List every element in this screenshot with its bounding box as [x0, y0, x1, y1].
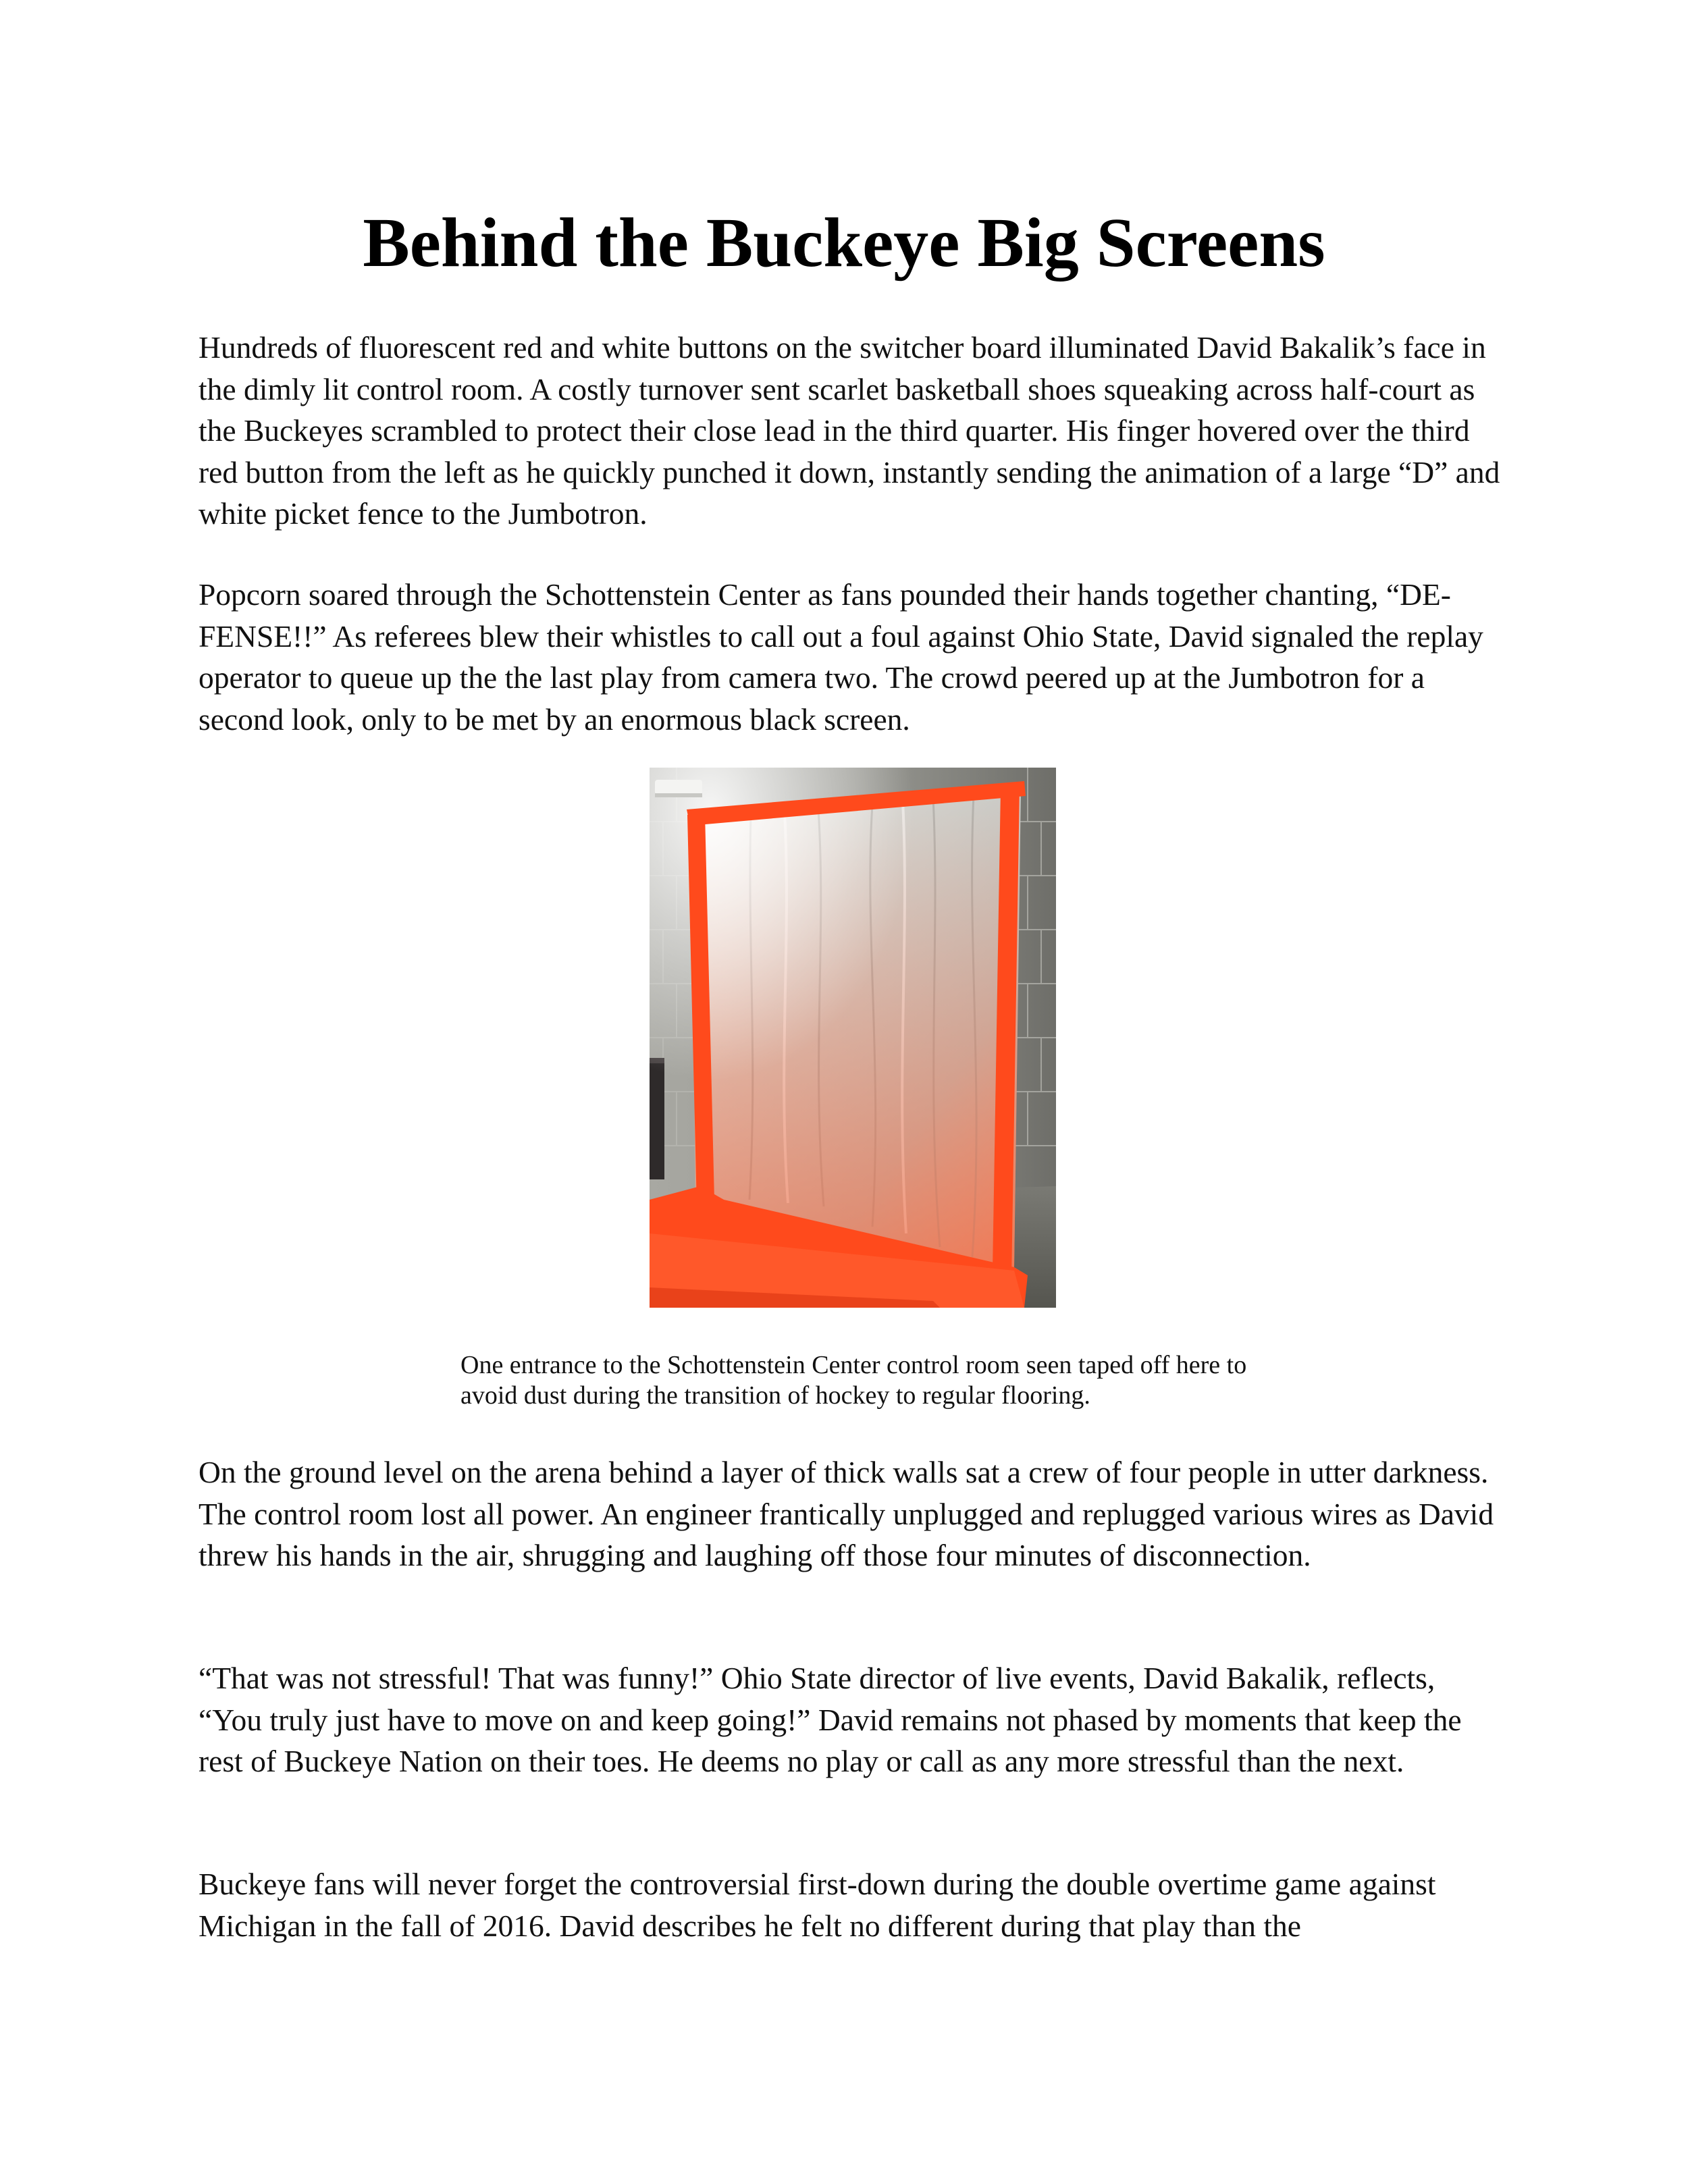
paragraph-5: Buckeye fans will never forget the controversial first-down during the double overtime game against Michigan in the fall of 2016. David describes he felt no different during that play than the	[199, 1867, 1436, 1943]
photo-illustration	[650, 768, 1056, 1308]
taped-doorway-photo	[650, 768, 1056, 1308]
paragraph-4: “That was not stressful! That was funny!” Ohio State director of live events, David Bakalik, reflects, “You truly just have to move on and keep going!” David remains not phased by moments that keep the rest of Buckeye Nation on their toes. He deems no play or call as any more stressful than the next.	[199, 1661, 1462, 1778]
photo-caption: One entrance to the Schottenstein Center control room seen taped off here to avoid dust during the transition of hockey to regular flooring.	[460, 1351, 1247, 1410]
paragraph-3: On the ground level on the arena behind a layer of thick walls sat a crew of four people in utter darkness. The control room lost all power. An engineer frantically unplugged and replugged various wires as David threw his hands in the air, shrugging and laughing off those four minutes of disconnection.	[199, 1455, 1494, 1572]
paragraph-1: Hundreds of fluorescent red and white buttons on the switcher board illuminated David Bakalik’s face in the dimly lit control room. A costly turnover sent scarlet basketball shoes squeaking across half-court as the Buckeyes scrambled to protect their close lead in the third quarter. His finger hovered over the third red button from the left as he quickly punched it down, instantly sending the animation of a large “D” and white picket fence to the Jumbotron.	[199, 330, 1500, 531]
paragraph-2: Popcorn soared through the Schottenstein Center as fans pounded their hands together chanting, “DE-FENSE!!” As referees blew their whistles to call out a foul against Ohio State, David signaled the replay operator to queue up the the last play from camera two. The crowd peered up at the Jumbotron for a second look, only to be met by an enormous black screen.	[199, 577, 1483, 737]
article-title: Behind the Buckeye Big Screens	[363, 204, 1325, 282]
